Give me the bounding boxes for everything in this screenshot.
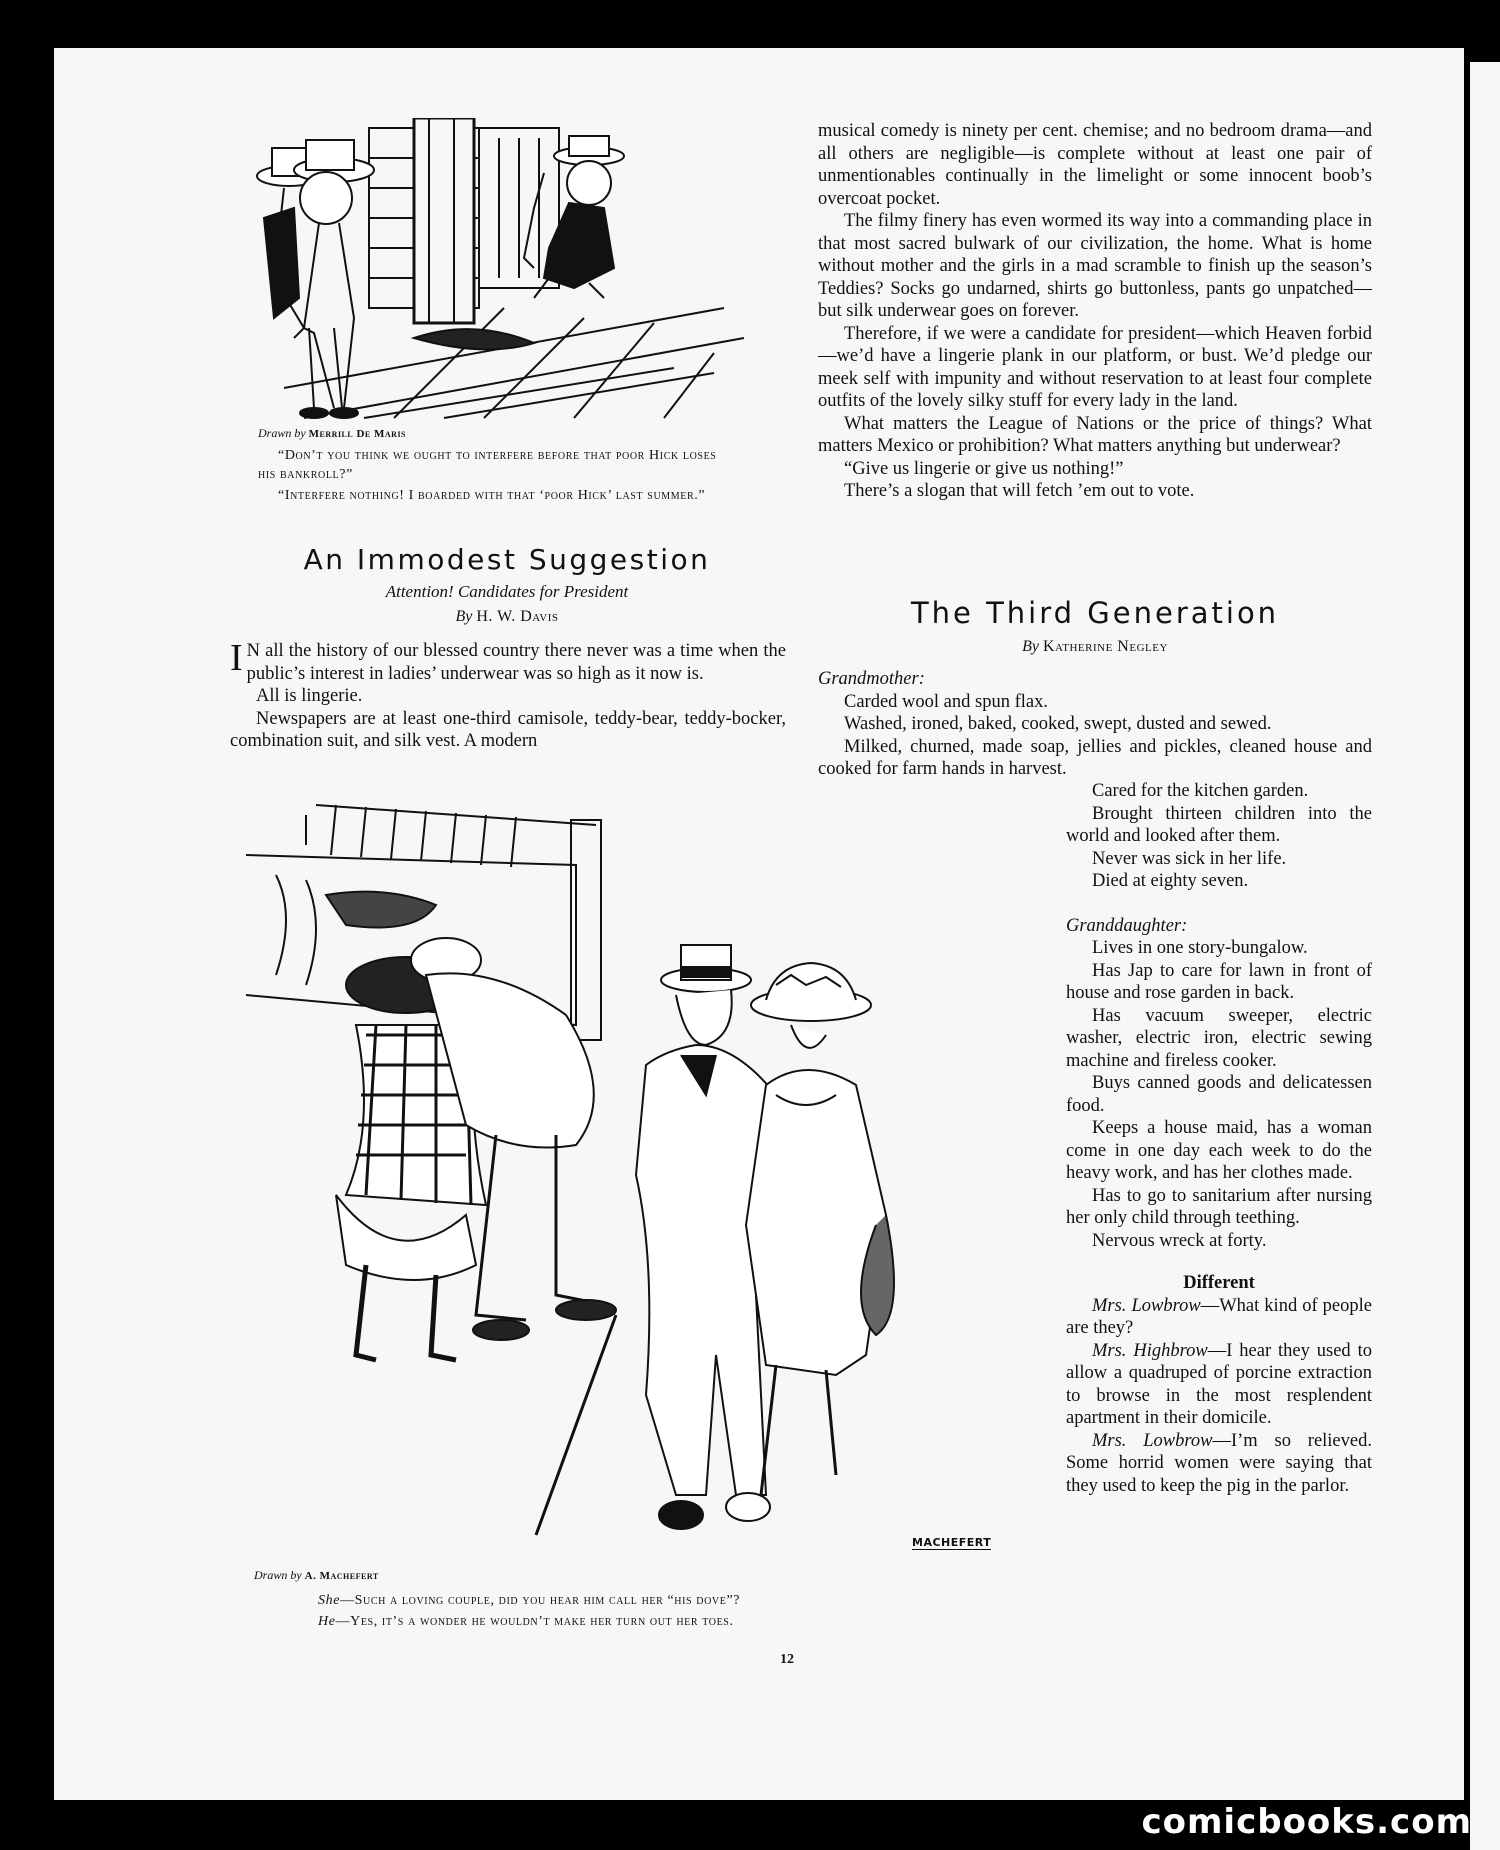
grandmother-line: Died at eighty seven. bbox=[1092, 871, 1249, 891]
article1-col2-paragraph1: musical comedy is ninety per cent. chemise; and no bedroom drama—and all others are negligible—is complete without at least one pair of unmentionables continually in the limelight or some innocent boob’s overcoat pocket. bbox=[818, 121, 1372, 209]
cartoon1-credit bbox=[258, 426, 406, 441]
grandmother-line: Washed, ironed, baked, cooked, swept, dusted and sewed. bbox=[844, 714, 1272, 734]
article2-header bbox=[818, 596, 1372, 656]
article1-col2-paragraph2: The filmy finery has even wormed its way into a commanding place in that most sacred bulwark of our civilization, the home. What is home without mother and the girls in a mad scramble to finish up the season’s Teddies? Socks go undarned, shirts go buttonless, pants go unpatched—but silk underwear goes on forever. bbox=[818, 211, 1372, 321]
speaker-text: —What kind of people are they? bbox=[1066, 1295, 1372, 1338]
dialogue-line-2 bbox=[1066, 1340, 1372, 1430]
grandmother-label: Grandmother: bbox=[818, 669, 925, 689]
granddaughter-label: Granddaughter: bbox=[1066, 915, 1188, 936]
byline-prefix: By bbox=[1022, 638, 1039, 655]
dropcap-letter: I bbox=[230, 637, 243, 679]
he-label: He bbox=[318, 1614, 336, 1629]
cartoon2-caption-he bbox=[318, 1612, 958, 1631]
different-title: Different bbox=[1183, 1273, 1255, 1293]
cartoon1-caption-line1: “Don’t you think we ought to interfere before that poor Hick loses his bankroll?” bbox=[258, 448, 717, 482]
granddaughter-line: Has to go to sanitarium after nursing her only child through teething. bbox=[1066, 1185, 1372, 1228]
page-number: 12 bbox=[780, 1652, 794, 1667]
credit-artist-name: A. Machefert bbox=[304, 1570, 379, 1582]
dialogue-line-1 bbox=[1066, 1295, 1372, 1340]
article2-grandmother-section bbox=[818, 668, 1372, 781]
article1-paragraph1: N all the history of our blessed country there never was a time when the public’s interest in ladies’ underwear was so high as it now is. bbox=[246, 641, 786, 684]
artist-signature: MACHEFERT bbox=[912, 1536, 992, 1549]
byline-author: Katherine Negley bbox=[1042, 638, 1168, 655]
dialogue-line-3 bbox=[1066, 1430, 1372, 1498]
granddaughter-line: Has vacuum sweeper, electric washer, electric iron, electric sewing machine and fireless cooker. bbox=[1066, 1005, 1372, 1071]
article1-paragraph3: Newspapers are at least one-third camisole, teddy-bear, teddy-bocker, combination suit, and silk vest. A modern bbox=[230, 708, 786, 751]
she-label: She bbox=[318, 1593, 341, 1608]
article1-col2-paragraph6: There’s a slogan that will fetch ’em out to vote. bbox=[844, 481, 1195, 501]
cartoon1-caption-line2: “Interfere nothing! I boarded with that ‘poor Hick’ last summer.” bbox=[278, 488, 706, 503]
article1-col2-paragraph3: Therefore, if we were a candidate for president—which Heaven forbid—we’d have a lingerie plank in our platform, or bust. We’d pledge our meek self with impunity and without reservation to at least four complete outfits of the lovely silky stuff for every lady in the land. bbox=[818, 323, 1372, 411]
article1-column1 bbox=[230, 637, 786, 753]
granddaughter-line: Nervous wreck at forty. bbox=[1092, 1230, 1267, 1251]
credit-prefix: Drawn by bbox=[258, 426, 306, 440]
granddaughter-line: Has Jap to care for lawn in front of house and rose garden in back. bbox=[1066, 960, 1372, 1003]
speaker-text: —I’m so relieved. Some horrid women were saying that they used to keep the pig in the parlor. bbox=[1066, 1430, 1372, 1496]
she-text: —Such a loving couple, did you hear him call her “his dove”? bbox=[340, 1593, 741, 1608]
speaker-name: Mrs. Highbrow bbox=[1092, 1340, 1208, 1361]
article2-title: The Third Generation bbox=[910, 596, 1280, 630]
speaker-name: Mrs. Lowbrow bbox=[1092, 1295, 1201, 1316]
cartoon-illustration-top bbox=[244, 118, 764, 423]
article1-subtitle: Attention! Candidates for President bbox=[385, 582, 629, 601]
speaker-text: —I hear they used to allow a quadruped of porcine extraction to browse in the most resplendent apartment in their domicile. bbox=[1066, 1340, 1372, 1428]
article1-col2-paragraph5: “Give us lingerie or give us nothing!” bbox=[844, 458, 1124, 479]
granddaughter-line: Keeps a house maid, has a woman come in one day each week to do the heavy work, and has her clothes made. bbox=[1066, 1118, 1372, 1183]
cartoon-illustration-bottom bbox=[236, 795, 1056, 1555]
article1-title: An Immodest Suggestion bbox=[303, 543, 711, 576]
speaker-name: Mrs. Lowbrow bbox=[1092, 1430, 1213, 1451]
byline-author: H. W. Davis bbox=[476, 608, 559, 625]
byline-prefix: By bbox=[455, 608, 473, 625]
article2-narrow-column bbox=[1066, 780, 1372, 1497]
article1-paragraph2: All is lingerie. bbox=[256, 686, 363, 706]
site-watermark: comicbooks.com bbox=[1141, 1802, 1472, 1842]
grandmother-line: Brought thirteen children into the world and looked after them. bbox=[1066, 803, 1372, 846]
next-page-edge bbox=[1470, 62, 1500, 1850]
credit-prefix: Drawn by bbox=[254, 1568, 302, 1582]
article2-byline bbox=[818, 638, 1372, 656]
article1-column2 bbox=[818, 120, 1372, 503]
he-text: —Yes, it’s a wonder he wouldn’t make her turn out her toes. bbox=[335, 1614, 734, 1629]
grandmother-line: Cared for the kitchen garden. bbox=[1092, 781, 1309, 801]
credit-artist-name: Merrill De Maris bbox=[308, 428, 407, 440]
grandmother-line: Milked, churned, made soap, jellies and pickles, cleaned house and cooked for farm hands in harvest. bbox=[818, 736, 1372, 779]
grandmother-line: Never was sick in her life. bbox=[1092, 848, 1287, 869]
granddaughter-line: Buys canned goods and delicatessen food. bbox=[1066, 1073, 1372, 1116]
grandmother-line: Carded wool and spun flax. bbox=[844, 691, 1048, 712]
cartoon2-caption-she bbox=[318, 1591, 958, 1610]
granddaughter-line: Lives in one story-bungalow. bbox=[1092, 938, 1308, 958]
article1-byline bbox=[232, 608, 782, 626]
cartoon2-credit bbox=[254, 1568, 379, 1583]
article1-header bbox=[232, 543, 782, 626]
article1-col2-paragraph4: What matters the League of Nations or the price of things? What matters Mexico or prohibition? What matters anything but underwear? bbox=[818, 413, 1372, 456]
